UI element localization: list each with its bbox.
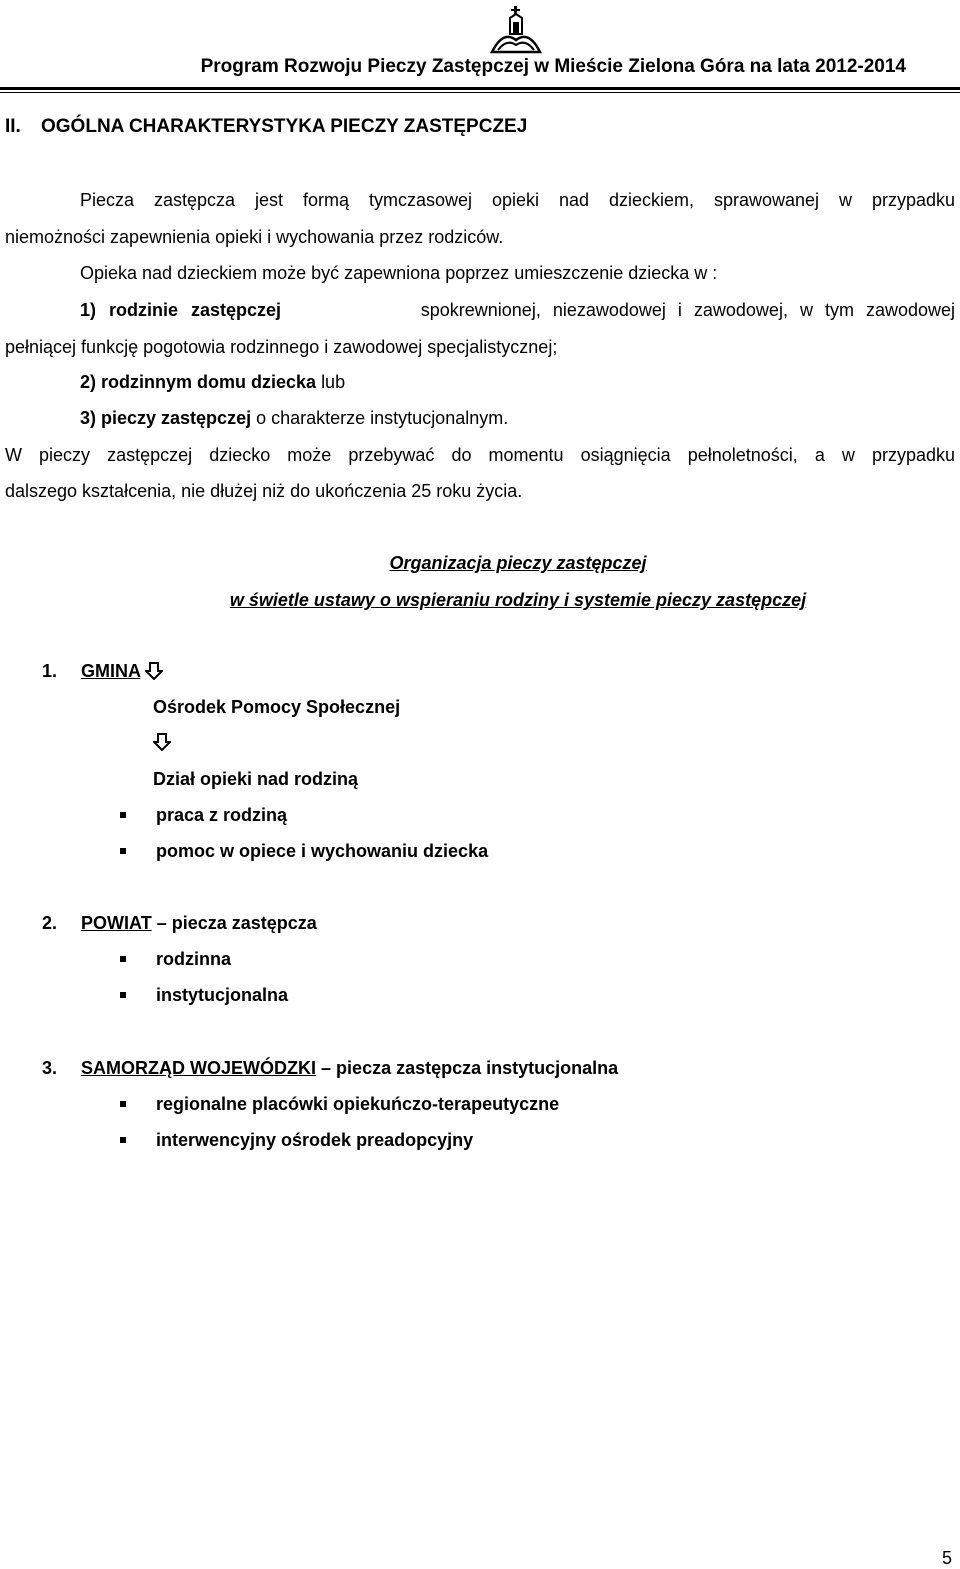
- city-crest-icon: [488, 0, 544, 56]
- level-bullet-item: praca z rodziną: [156, 805, 288, 825]
- level-unit: Ośrodek Pomocy Społecznej: [153, 697, 401, 717]
- arrow-down-icon: [145, 662, 163, 680]
- level-bullet-item: rodzinna: [156, 949, 231, 969]
- option-rodzinny-dom-dziecka: [80, 372, 345, 393]
- level-name: SAMORZĄD WOJEWÓDZKI: [81, 1058, 317, 1078]
- header-divider: [0, 87, 960, 93]
- level-bullet-item: regionalne placówki opiekuńczo-terapeutyczne: [156, 1094, 560, 1114]
- level-name: GMINA: [81, 661, 141, 681]
- level-powiat: [42, 913, 317, 934]
- level-number: 2.: [42, 913, 58, 933]
- option-text: lub: [321, 372, 346, 392]
- bullet-icon: [120, 848, 126, 854]
- option-label: 1) rodzinie zastępczej: [80, 300, 282, 320]
- intro-paragraph-line: niemożności zapewnienia opieki i wychowania przez rodziców.: [5, 227, 504, 247]
- intro-paragraph-line: Opieka nad dzieckiem może być zapewniona poprzez umieszczenie dziecka w :: [80, 263, 718, 283]
- bullet-icon: [120, 1137, 126, 1143]
- level-subunit: Dział opieki nad rodziną: [153, 769, 359, 789]
- intro-paragraph-line: Piecza zastępcza jest formą tymczasowej opieki nad dzieckiem, sprawowanej w przypadku: [80, 190, 955, 210]
- option-text: spokrewnionej, niezawodowej i zawodowej, w tym zawodowej: [420, 300, 955, 320]
- arrow-down-icon: [153, 733, 171, 751]
- duration-paragraph-line: dalszego kształcenia, nie dłużej niż do ukończenia 25 roku życia.: [5, 481, 523, 501]
- level-description: – piecza zastępcza: [156, 913, 317, 933]
- level-name: POWIAT: [81, 913, 152, 933]
- organization-title: Organizacja pieczy zastępczej: [389, 553, 647, 573]
- bullet-icon: [120, 1101, 126, 1107]
- option-rodzina-zastepcza: [80, 300, 955, 321]
- level-unit-connector: [153, 733, 171, 753]
- level-gmina: [42, 661, 163, 682]
- bullet-icon: [120, 992, 126, 998]
- option-label: 3) pieczy zastępczej: [80, 408, 252, 428]
- bullet-icon: [120, 956, 126, 962]
- organization-subtitle: w świetle ustawy o wspieraniu rodziny i systemie pieczy zastępczej: [229, 590, 807, 610]
- duration-paragraph-line: W pieczy zastępczej dziecko może przebywać do momentu osiągnięcia pełnoletności, a w przypadku: [5, 445, 955, 465]
- level-samorzad-wojewodzki: [42, 1058, 618, 1079]
- option-piecza-instytucjonalna: [80, 408, 508, 429]
- level-description: – piecza zastępcza instytucjonalna: [321, 1058, 619, 1078]
- level-bullet-item: interwencyjny ośrodek preadopcyjny: [156, 1130, 474, 1150]
- option-continuation: pełniącej funkcję pogotowia rodzinnego i zawodowej specjalistycznej;: [5, 337, 558, 357]
- document-header-title: Program Rozwoju Pieczy Zastępczej w Mieście Zielona Góra na lata 2012-2014: [200, 56, 906, 77]
- bullet-icon: [120, 812, 126, 818]
- section-number: II.: [5, 116, 21, 137]
- section-heading: [5, 116, 527, 138]
- page-number: 5: [942, 1548, 953, 1568]
- level-number: 3.: [42, 1058, 58, 1078]
- section-title: OGÓLNA CHARAKTERYSTYKA PIECZY ZASTĘPCZEJ: [41, 116, 528, 137]
- level-bullet-item: instytucjonalna: [156, 985, 289, 1005]
- option-text: o charakterze instytucjonalnym.: [256, 408, 509, 428]
- level-bullet-item: pomoc w opiece i wychowaniu dziecka: [156, 841, 489, 861]
- option-label: 2) rodzinnym domu dziecka: [80, 372, 317, 392]
- level-number: 1.: [42, 661, 58, 681]
